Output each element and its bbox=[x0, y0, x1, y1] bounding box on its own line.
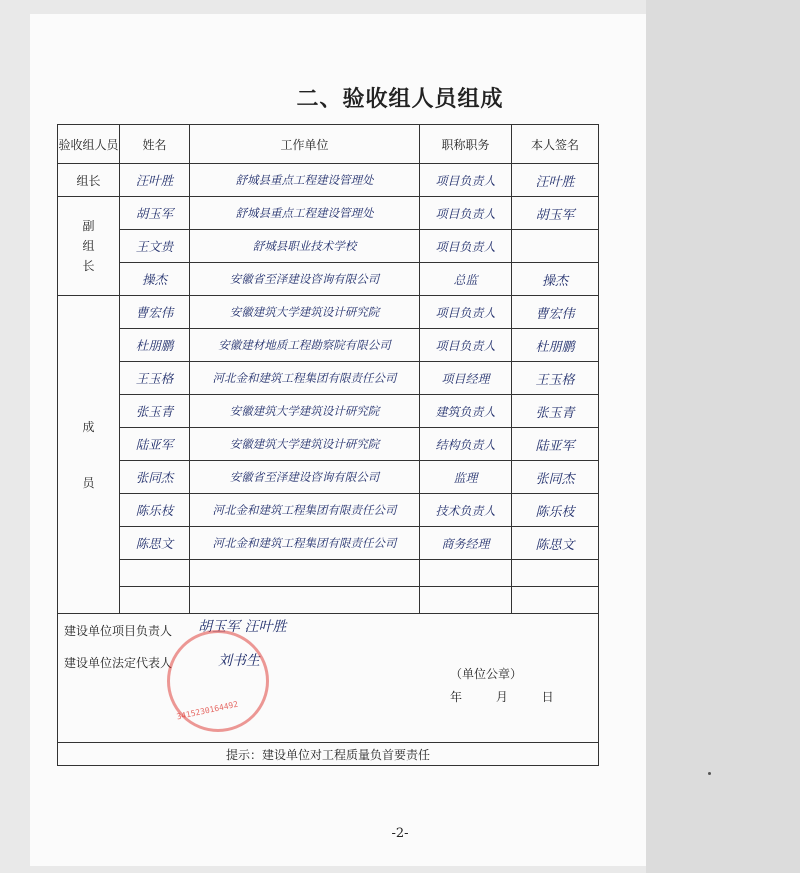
header-role: 验收组人员 bbox=[58, 125, 120, 164]
scan-speck bbox=[708, 772, 711, 775]
unit-cell: 安徽建筑大学建筑设计研究院 bbox=[190, 395, 420, 428]
position-cell: 监理 bbox=[420, 461, 512, 494]
table-row bbox=[58, 461, 599, 494]
tip-text: 提示：建设单位对工程质量负首要责任 bbox=[58, 743, 599, 766]
signature-cell: 王玉格 bbox=[512, 362, 599, 395]
header-signature: 本人签名 bbox=[512, 125, 599, 164]
unit-cell: 河北金和建筑工程集团有限责任公司 bbox=[190, 494, 420, 527]
seal-number: 3415230164492 bbox=[175, 699, 239, 722]
table-row bbox=[58, 362, 599, 395]
table-row bbox=[58, 263, 599, 296]
table-header-row bbox=[58, 125, 599, 164]
acceptance-team-table bbox=[57, 124, 599, 766]
table-row bbox=[58, 230, 599, 263]
table-row bbox=[58, 494, 599, 527]
signature-cell: 陈乐枝 bbox=[512, 494, 599, 527]
position-cell: 项目负责人 bbox=[420, 164, 512, 197]
position-cell: 结构负责人 bbox=[420, 428, 512, 461]
unit-cell: 安徽建筑大学建筑设计研究院 bbox=[190, 296, 420, 329]
name-cell: 陆亚军 bbox=[120, 428, 190, 461]
name-cell: 杜朋鹏 bbox=[120, 329, 190, 362]
header-name: 姓名 bbox=[120, 125, 190, 164]
signature-cell: 汪叶胜 bbox=[512, 164, 599, 197]
unit-cell: 舒城县重点工程建设管理处 bbox=[190, 197, 420, 230]
header-position: 职称职务 bbox=[420, 125, 512, 164]
legal-rep-label: 建设单位法定代表人 bbox=[64, 656, 173, 670]
project-head-signature: 胡玉军 汪叶胜 bbox=[198, 619, 287, 635]
name-cell: 张同杰 bbox=[120, 461, 190, 494]
scan-margin bbox=[646, 0, 800, 873]
signature-cell: 张同杰 bbox=[512, 461, 599, 494]
name-cell: 曹宏伟 bbox=[120, 296, 190, 329]
role-leader: 组长 bbox=[58, 164, 120, 197]
footer-signoff bbox=[58, 614, 599, 743]
signature-cell: 曹宏伟 bbox=[512, 296, 599, 329]
signature-cell: 胡玉军 bbox=[512, 197, 599, 230]
date-label: 年 月 日 bbox=[450, 690, 554, 704]
project-head-label: 建设单位项目负责人 bbox=[64, 624, 173, 638]
unit-cell: 舒城县职业技术学校 bbox=[190, 230, 420, 263]
position-cell: 商务经理 bbox=[420, 527, 512, 560]
position-cell: 项目负责人 bbox=[420, 329, 512, 362]
position-cell: 项目负责人 bbox=[420, 296, 512, 329]
signature-cell: 张玉青 bbox=[512, 395, 599, 428]
name-cell: 王玉格 bbox=[120, 362, 190, 395]
unit-cell: 舒城县重点工程建设管理处 bbox=[190, 164, 420, 197]
signature-cell: 操杰 bbox=[512, 263, 599, 296]
signature-cell: 陆亚军 bbox=[512, 428, 599, 461]
table-row bbox=[58, 197, 599, 230]
tip-row bbox=[58, 743, 599, 766]
footer-row bbox=[58, 614, 599, 743]
table-row bbox=[58, 164, 599, 197]
table-row bbox=[58, 395, 599, 428]
unit-cell: 安徽省至泽建设咨询有限公司 bbox=[190, 461, 420, 494]
name-cell: 胡玉军 bbox=[120, 197, 190, 230]
unit-cell: 安徽建材地质工程勘察院有限公司 bbox=[190, 329, 420, 362]
unit-cell: 河北金和建筑工程集团有限责任公司 bbox=[190, 362, 420, 395]
signature-cell: 杜朋鹏 bbox=[512, 329, 599, 362]
table-row bbox=[58, 296, 599, 329]
table-row bbox=[58, 527, 599, 560]
position-cell: 项目经理 bbox=[420, 362, 512, 395]
table-row-empty bbox=[58, 560, 599, 587]
unit-cell: 安徽建筑大学建筑设计研究院 bbox=[190, 428, 420, 461]
name-cell: 张玉青 bbox=[120, 395, 190, 428]
position-cell: 建筑负责人 bbox=[420, 395, 512, 428]
name-cell: 陈思文 bbox=[120, 527, 190, 560]
name-cell: 汪叶胜 bbox=[120, 164, 190, 197]
name-cell: 陈乐枝 bbox=[120, 494, 190, 527]
role-member: 成 员 bbox=[58, 296, 120, 614]
signature-cell: 陈思文 bbox=[512, 527, 599, 560]
page-title: 二、验收组人员组成 bbox=[296, 87, 504, 112]
table-row bbox=[58, 329, 599, 362]
unit-cell: 河北金和建筑工程集团有限责任公司 bbox=[190, 527, 420, 560]
position-cell: 总监 bbox=[420, 263, 512, 296]
table-row-empty bbox=[58, 587, 599, 614]
table-row bbox=[58, 428, 599, 461]
name-cell: 王文贵 bbox=[120, 230, 190, 263]
position-cell: 技术负责人 bbox=[420, 494, 512, 527]
unit-cell: 安徽省至泽建设咨询有限公司 bbox=[190, 263, 420, 296]
position-cell: 项目负责人 bbox=[420, 197, 512, 230]
position-cell: 项目负责人 bbox=[420, 230, 512, 263]
name-cell: 操杰 bbox=[120, 263, 190, 296]
role-deputy: 副组长 bbox=[58, 197, 120, 296]
seal-label: （单位公章） bbox=[450, 667, 523, 681]
signature-cell bbox=[512, 230, 599, 263]
header-unit: 工作单位 bbox=[190, 125, 420, 164]
page-number: -2- bbox=[391, 826, 409, 841]
legal-rep-signature: 刘书生 bbox=[218, 653, 260, 669]
